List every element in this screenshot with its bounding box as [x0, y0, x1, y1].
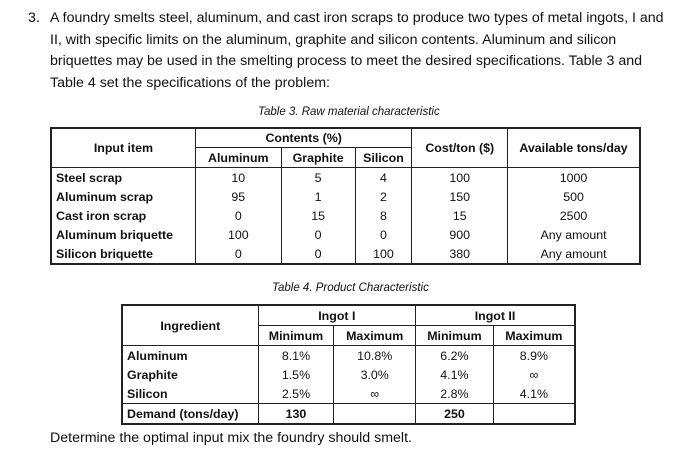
th-ingot-1: Ingot I [258, 305, 415, 326]
row-ingredient: Aluminum [122, 346, 258, 366]
row-item: Cast iron scrap [51, 206, 195, 225]
cell-available: 1000 [559, 170, 588, 185]
row-item: Aluminum briquette [51, 225, 195, 244]
demand-row [122, 404, 575, 425]
cell-aluminum: 10 [195, 168, 281, 188]
table-row [51, 187, 640, 206]
cell-i2-max: 4.1% [493, 384, 575, 404]
table-row [122, 346, 575, 366]
table-row [51, 206, 640, 225]
cell-i1-max: ∞ [334, 384, 416, 404]
table-row [51, 225, 640, 244]
cell-silicon: 2 [355, 187, 412, 206]
table3-caption: Table 3. Raw material characteristic [258, 106, 440, 118]
cell-i2-min: 6.2% [416, 346, 494, 366]
cell-i1-min: 2.5% [258, 384, 334, 404]
cell-cost: 150 [412, 187, 508, 206]
problem-statement [28, 8, 668, 94]
footer-question: Determine the optimal input mix the foundry should smelt. [50, 430, 412, 446]
cell-silicon: 0 [355, 225, 412, 244]
cell-aluminum: 100 [195, 225, 281, 244]
cell-i1-max: 10.8% [334, 346, 416, 366]
cell-i1-min: 1.5% [258, 365, 334, 384]
th-ingot1-max: Maximum [334, 326, 416, 346]
cell-cost: 15 [412, 206, 508, 225]
table-row [122, 365, 575, 384]
cell-aluminum: 0 [195, 244, 281, 264]
table-row [51, 168, 640, 188]
th-silicon: Silicon [355, 148, 412, 168]
demand-ingot2-empty [493, 404, 575, 425]
cell-available: Any amount [540, 227, 607, 242]
table-row [51, 244, 640, 264]
cell-graphite: 5 [281, 168, 355, 188]
cell-cost: 100 [412, 168, 508, 188]
th-cost: Cost/ton ($) [412, 128, 508, 168]
th-aluminum: Aluminum [195, 148, 281, 168]
cell-available: 2500 [559, 208, 588, 223]
th-ingot2-max: Maximum [493, 326, 575, 346]
cell-silicon: 4 [355, 168, 412, 188]
problem-number: 3. [28, 10, 40, 26]
cell-i2-min: 4.1% [416, 365, 494, 384]
table-row [122, 384, 575, 404]
cell-i2-min: 2.8% [416, 384, 494, 404]
th-ingot-2: Ingot II [416, 305, 575, 326]
cell-graphite: 0 [281, 225, 355, 244]
th-ingredient: Ingredient [122, 305, 258, 346]
th-ingot1-min: Minimum [258, 326, 334, 346]
demand-ingot1-empty [334, 404, 416, 425]
cell-graphite: 0 [281, 244, 355, 264]
row-ingredient: Silicon [122, 384, 258, 404]
th-graphite: Graphite [281, 148, 355, 168]
demand-ingot1: 130 [258, 404, 334, 425]
cell-silicon: 100 [355, 244, 412, 264]
problem-text: A foundry smelts steel, aluminum, and cast iron scraps to produce two types of metal ingots, I and II, with specific limits on the aluminum, graphite and silicon contents. Aluminum and silicon briquettes may be used in the smelting process to meet the desired specifications. Table 3 and Table 4 set the specifications of the problem: [50, 10, 664, 91]
cell-i2-max: 8.9% [519, 348, 548, 363]
cell-i2-max: ∞ [529, 367, 539, 382]
row-item: Aluminum scrap [51, 187, 195, 206]
cell-aluminum: 0 [195, 206, 281, 225]
th-input-item: Input item [51, 128, 195, 168]
cell-silicon: 8 [355, 206, 412, 225]
cell-graphite: 1 [281, 187, 355, 206]
row-item: Silicon briquette [51, 244, 195, 264]
table4-caption: Table 4. Product Characteristic [272, 282, 429, 294]
cell-i1-min: 8.1% [258, 346, 334, 366]
table3-raw-material [50, 127, 641, 265]
cell-available: Any amount [540, 246, 607, 261]
cell-i1-max: 3.0% [334, 365, 416, 384]
cell-cost: 380 [412, 244, 508, 264]
cell-cost: 900 [412, 225, 508, 244]
row-ingredient: Graphite [122, 365, 258, 384]
demand-label: Demand (tons/day) [122, 404, 258, 425]
row-item: Steel scrap [51, 168, 195, 188]
cell-available: 500 [563, 189, 584, 204]
th-available: Available tons/day [508, 128, 640, 168]
th-ingot2-min: Minimum [416, 326, 494, 346]
cell-aluminum: 95 [195, 187, 281, 206]
cell-graphite: 15 [281, 206, 355, 225]
th-contents: Contents (%) [195, 128, 412, 148]
table4-product [121, 304, 576, 425]
demand-ingot2: 250 [416, 404, 494, 425]
